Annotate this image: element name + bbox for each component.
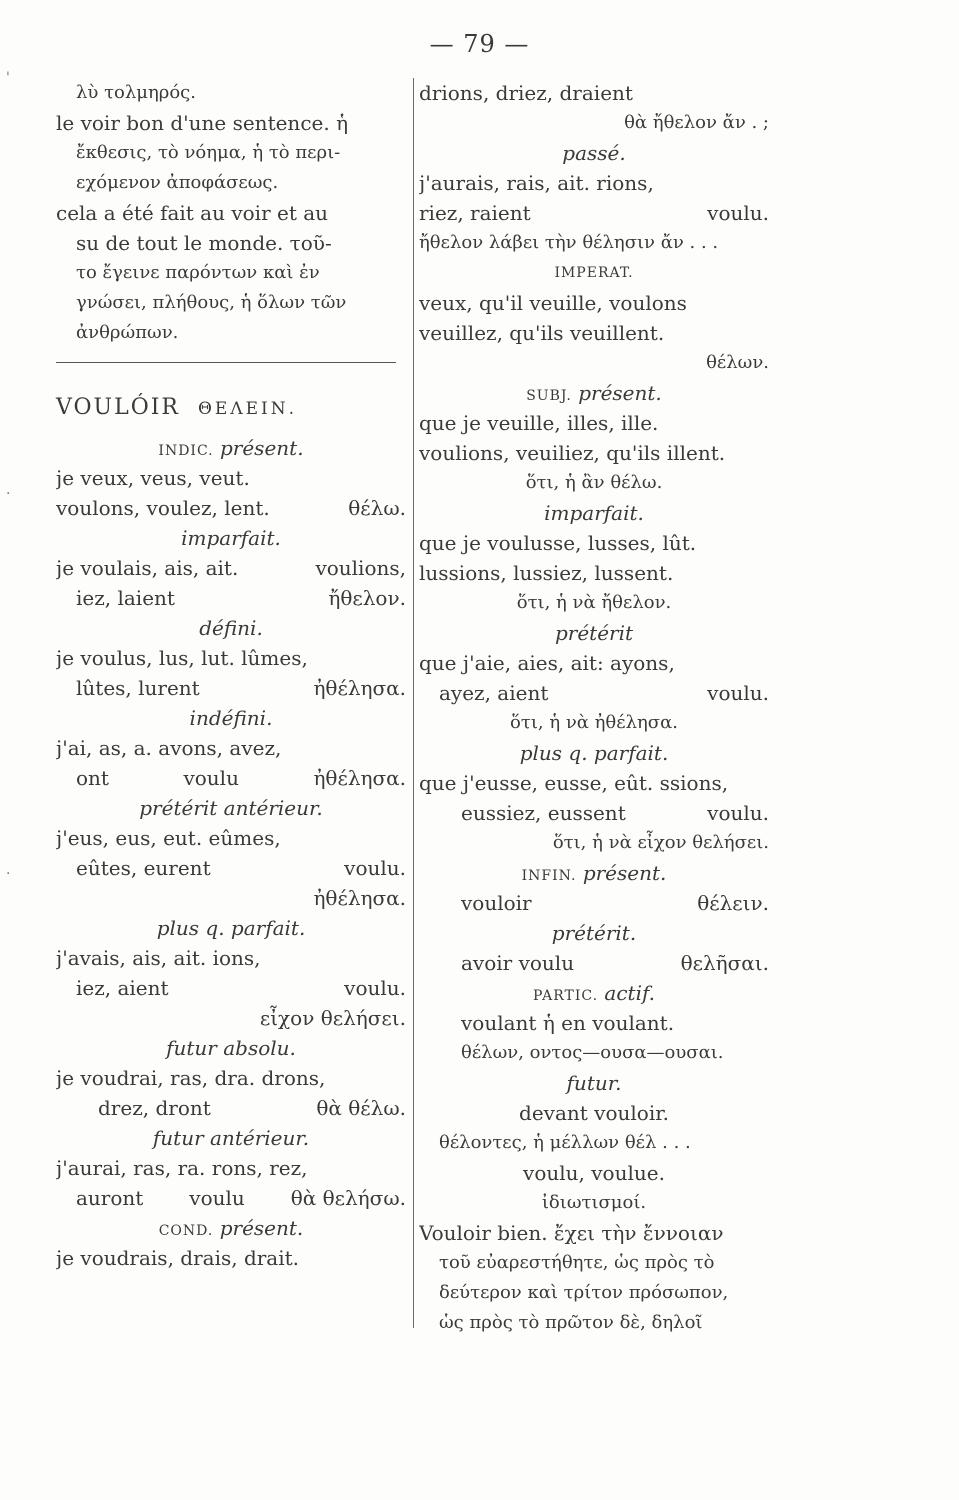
margin-mark: · [6,486,11,502]
conjugation-line: je voulais, ais, ait. voulions, [56,556,406,580]
conjugation-line: voulons, voulez, lent. θέλω. [56,496,406,520]
tense-heading: plus q. parfait. [156,916,306,940]
conjugation-line: iez, laient ἤθελον. [76,586,406,610]
conjugation-line: riez, raient voulu. [419,201,769,225]
tense-heading: INFIN. présent. [521,861,667,885]
conjugation-line: εἶχον θελήσει. [259,1006,406,1030]
column-divider [413,78,414,1328]
conjugation-line: veuillez, qu'ils veuillent. [419,321,665,345]
conjugation-line: j'eus, eus, eut. eûmes, [56,826,281,850]
tense-heading: SUBJ. présent. [526,381,662,405]
conjugation-line: j'avais, ais, ait. ions, [56,946,261,970]
heading-greek: ΘΕΛΕΙΝ. [197,399,298,419]
tense-heading: IMPERAT. [554,265,634,281]
conjugation-line: vouloir θέλειν. [461,891,769,915]
section-heading: ἰδιωτισμοί. [541,1192,647,1213]
tense-heading: indéfini. [189,706,273,730]
text-line: ὡς πρὸς τὸ πρῶτον δὲ, δηλοῖ [439,1312,703,1333]
conjugation-line: eussiez, eussent voulu. [461,801,769,825]
tense-heading: INDIC. présent. [158,436,304,460]
conjugation-line: que j'eusse, eusse, eût. ssions, [419,771,729,795]
tense-heading: plus q. parfait. [519,741,669,765]
text-line: ἀνθρώπων. [76,322,179,343]
text-line: δεύτερον καὶ τρίτον πρόσωπον, [439,1282,729,1303]
conjugation-line: voulions, veuiliez, qu'ils illent. [419,441,726,465]
section-heading [56,383,406,433]
conjugation-line: drez, dront θὰ θέλω. [98,1096,406,1120]
conjugation-line: ὅτι, ἡ νὰ ἤθελον. [516,592,672,613]
tense-heading: passé. [562,141,626,165]
conjugation-line: ayez, aient voulu. [439,681,769,705]
conjugation-line: ἠθέλησα. [313,886,406,910]
text-line: le voir bon d'une sentence. ἡ [56,111,349,135]
conjugation-line: ὅτι, ἡ νὰ ἠθέλησα. [510,712,678,733]
text-line: τοῦ εὐαρεστήθητε, ὡς πρὸς τὸ [439,1252,715,1273]
tense-heading: futur absolu. [166,1036,296,1060]
text-line: ἔκθεσις, τὸ νόημα, ἡ τὸ περι- [76,142,341,163]
text-line: Vouloir bien. ἔχει τὴν ἔννοιαν [419,1221,724,1245]
conjugation-line: je veux, veus, veut. [56,466,250,490]
tense-heading: défini. [199,616,263,640]
text-line: το ἔγεινε παρόντων καὶ ἐν [76,262,320,283]
conjugation-line: lussions, lussiez, lussent. [419,561,674,585]
conjugation-line: ont voulu ἠθέλησα. [76,766,406,790]
conjugation-line: θέλων, οντος—ουσα—ουσαι. [461,1042,724,1063]
tense-heading: prétérit antérieur. [139,796,323,820]
page-number: — 79 — [429,30,530,58]
tense-heading: prétérit. [551,921,637,945]
tense-heading: PARTIC. actif. [532,981,656,1005]
conjugation-line: voulant ἡ en voulant. [461,1011,675,1035]
conjugation-line: que je voulusse, lusses, lût. [419,531,697,555]
conjugation-line: θέλων. [706,352,769,373]
conjugation-line: avoir voulu θελῆσαι. [461,951,769,975]
tense-heading: futur. [566,1071,622,1095]
conjugation-line: je voudrais, drais, drait. [56,1246,300,1270]
conjugation-line: veux, qu'il veuille, voulons [419,291,687,315]
tense-heading: imparfait. [544,501,644,525]
conjugation-line: que j'aie, aies, ait: ayons, [419,651,675,675]
margin-mark: ' [6,70,10,86]
conjugation-line: drions, driez, draient [419,81,633,105]
text-line: εχόμενον ἀποφάσεως. [76,172,279,193]
conjugation-line: eûtes, eurent voulu. [76,856,406,880]
text-line: λὺ τολμηρός. [76,82,196,103]
right-column [419,78,769,1338]
conjugation-line: ὅτι, ἡ νὰ εἶχον θελήσει. [552,832,769,853]
conjugation-line: devant vouloir. [519,1101,669,1125]
tense-heading: futur antérieur. [152,1126,310,1150]
conjugation-line: θὰ ἤθελον ἄν . ; [624,112,769,133]
tense-heading: prétérit [554,621,634,645]
conjugation-line: iez, aient voulu. [76,976,406,1000]
conjugation-line: θέλοντες, ἡ μέλλων θέλ . . . [439,1132,691,1153]
text-line: su de tout le monde. τοῦ- [76,231,332,255]
conjugation-line: je voulus, lus, lut. lûmes, [56,646,308,670]
conjugation-line: ἤθελον λάβει τὴν θέλησιν ἄν . . . [419,232,719,253]
conjugation-line: auront voulu θὰ θελήσω. [76,1186,406,1210]
conjugation-line: j'aurai, ras, ra. rons, rez, [56,1156,308,1180]
left-column [56,78,406,1273]
conjugation-line: ὅτι, ἡ ἂν θέλω. [525,472,663,493]
conjugation-line: j'ai, as, a. avons, avez, [56,736,282,760]
conjugation-line: lûtes, lurent ἠθέλησα. [76,676,406,700]
tense-heading: COND. présent. [158,1216,304,1240]
conjugation-line: j'aurais, rais, ait. rions, [419,171,654,195]
text-line: γνώσει, πλήθους, ἡ ὅλων τῶν [76,292,347,313]
text-line: cela a été fait au voir et au [56,201,329,225]
conjugation-line: que je veuille, illes, ille. [419,411,659,435]
conjugation-line: voulu, voulue. [523,1161,665,1185]
tense-heading: imparfait. [181,526,281,550]
section-rule [56,362,396,363]
margin-mark: · [6,866,11,882]
conjugation-line: je voudrai, ras, dra. drons, [56,1066,326,1090]
heading-latin: VOULÓIR [56,395,180,420]
